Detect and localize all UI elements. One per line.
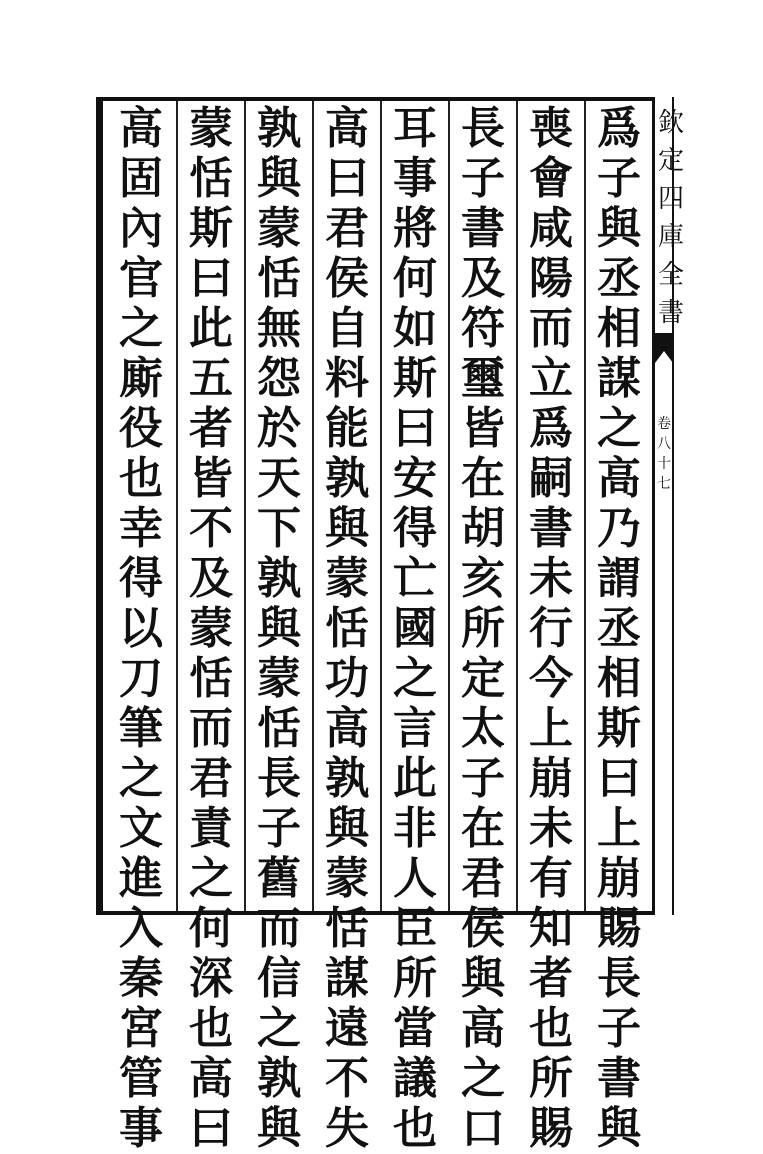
glyph: 曰 <box>325 153 369 204</box>
glyph: 君 <box>461 853 505 904</box>
column-rule <box>584 101 586 911</box>
glyph: 當 <box>393 1003 437 1054</box>
glyph: 官 <box>119 253 163 304</box>
glyph: 秦 <box>119 953 163 1004</box>
glyph: 與 <box>325 803 369 854</box>
glyph: 爲 <box>529 403 573 454</box>
glyph: 入 <box>119 903 163 954</box>
glyph: 得 <box>119 553 163 604</box>
glyph: 上 <box>529 703 573 754</box>
glyph: 蒙 <box>189 103 233 154</box>
glyph: 以 <box>119 603 163 654</box>
glyph: 遠 <box>325 1003 369 1054</box>
glyph: 長 <box>597 953 641 1004</box>
glyph: 文 <box>119 803 163 854</box>
glyph: 此 <box>189 303 233 354</box>
glyph: 不 <box>325 1053 369 1104</box>
margin-glyph: 全 <box>657 260 684 290</box>
glyph: 會 <box>529 153 573 204</box>
glyph: 將 <box>393 203 437 254</box>
glyph: 高 <box>325 103 369 154</box>
glyph: 與 <box>461 953 505 1004</box>
glyph: 蒙 <box>325 553 369 604</box>
glyph: 事 <box>393 153 437 204</box>
glyph: 舊 <box>257 853 301 904</box>
glyph: 口 <box>461 1103 505 1154</box>
glyph: 今 <box>529 653 573 704</box>
glyph: 功 <box>325 653 369 704</box>
glyph: 謀 <box>597 353 641 404</box>
glyph: 書 <box>461 203 505 254</box>
column-rule <box>380 101 382 911</box>
glyph: 及 <box>461 253 505 304</box>
text-column-2 <box>520 103 582 1154</box>
glyph: 曰 <box>393 403 437 454</box>
column-rule <box>312 101 314 911</box>
glyph: 高 <box>325 703 369 754</box>
glyph: 丞 <box>597 253 641 304</box>
margin-glyph: 欽 <box>657 108 684 138</box>
glyph: 恬 <box>189 653 233 704</box>
glyph: 於 <box>257 403 301 454</box>
glyph: 與 <box>257 1103 301 1154</box>
margin-glyph: 四 <box>657 184 684 214</box>
glyph: 孰 <box>257 103 301 154</box>
glyph: 賜 <box>529 1103 573 1154</box>
column-rule <box>516 101 518 911</box>
glyph: 如 <box>393 303 437 354</box>
glyph: 蒙 <box>257 203 301 254</box>
glyph: 所 <box>393 953 437 1004</box>
glyph: 安 <box>393 453 437 504</box>
glyph: 斯 <box>189 203 233 254</box>
glyph: 曰 <box>597 753 641 804</box>
glyph: 之 <box>597 403 641 454</box>
glyph: 子 <box>461 153 505 204</box>
text-column-7 <box>180 103 242 1154</box>
glyph: 而 <box>257 903 301 954</box>
glyph: 也 <box>393 1103 437 1154</box>
glyph: 固 <box>119 153 163 204</box>
glyph: 恬 <box>257 253 301 304</box>
glyph: 幸 <box>119 503 163 554</box>
glyph: 斯 <box>597 703 641 754</box>
glyph: 之 <box>461 1053 505 1104</box>
glyph: 事 <box>119 1103 163 1154</box>
glyph: 斯 <box>393 353 437 404</box>
glyph: 長 <box>257 753 301 804</box>
glyph: 與 <box>257 153 301 204</box>
glyph: 子 <box>597 153 641 204</box>
glyph: 曰 <box>189 253 233 304</box>
glyph: 責 <box>189 803 233 854</box>
glyph: 太 <box>461 703 505 754</box>
text-column-4 <box>384 103 446 1154</box>
glyph: 而 <box>529 303 573 354</box>
glyph: 失 <box>325 1103 369 1154</box>
glyph: 上 <box>597 803 641 854</box>
glyph: 爲 <box>597 103 641 154</box>
glyph: 刀 <box>119 653 163 704</box>
glyph: 孰 <box>325 453 369 504</box>
glyph: 在 <box>461 453 505 504</box>
glyph: 言 <box>393 703 437 754</box>
glyph: 高 <box>597 453 641 504</box>
glyph: 高 <box>119 103 163 154</box>
glyph: 皆 <box>461 403 505 454</box>
glyph: 也 <box>119 453 163 504</box>
glyph: 蒙 <box>257 653 301 704</box>
text-column-1 <box>588 103 650 1154</box>
glyph: 何 <box>393 253 437 304</box>
glyph: 與 <box>325 503 369 554</box>
glyph: 相 <box>597 303 641 354</box>
glyph: 行 <box>529 603 573 654</box>
glyph: 與 <box>597 1103 641 1154</box>
column-rule <box>176 101 178 911</box>
glyph: 得 <box>393 503 437 554</box>
glyph: 有 <box>529 853 573 904</box>
glyph: 君 <box>325 203 369 254</box>
glyph: 高 <box>461 1003 505 1054</box>
glyph: 長 <box>461 103 505 154</box>
text-column-3 <box>452 103 514 1154</box>
glyph: 何 <box>189 903 233 954</box>
glyph: 筆 <box>119 703 163 754</box>
glyph: 立 <box>529 353 573 404</box>
glyph: 相 <box>597 653 641 704</box>
glyph: 知 <box>529 903 573 954</box>
glyph: 崩 <box>597 853 641 904</box>
glyph: 人 <box>393 853 437 904</box>
margin-glyph: 十 <box>657 456 671 472</box>
glyph: 孰 <box>325 753 369 804</box>
glyph: 符 <box>461 303 505 354</box>
glyph: 恬 <box>257 703 301 754</box>
margin-glyph: 庫 <box>657 222 684 252</box>
margin-glyph: 定 <box>657 146 684 176</box>
glyph: 定 <box>461 653 505 704</box>
glyph: 恬 <box>189 153 233 204</box>
glyph: 怨 <box>257 353 301 404</box>
glyph: 謂 <box>597 553 641 604</box>
glyph: 所 <box>529 1053 573 1104</box>
glyph: 自 <box>325 303 369 354</box>
glyph: 無 <box>257 303 301 354</box>
glyph: 乃 <box>597 503 641 554</box>
glyph: 書 <box>529 503 573 554</box>
glyph: 天 <box>257 453 301 504</box>
margin-glyph: 八 <box>657 436 671 452</box>
glyph: 議 <box>393 1053 437 1104</box>
glyph: 也 <box>529 1003 573 1054</box>
inner-border-rule <box>100 101 103 911</box>
glyph: 書 <box>597 1053 641 1104</box>
fish-tail-icon <box>655 333 673 363</box>
glyph: 亡 <box>393 553 437 604</box>
glyph: 國 <box>393 603 437 654</box>
glyph: 蒙 <box>189 603 233 654</box>
glyph: 皆 <box>189 453 233 504</box>
glyph: 之 <box>119 303 163 354</box>
glyph: 不 <box>189 503 233 554</box>
glyph: 高 <box>189 1053 233 1104</box>
glyph: 亥 <box>461 553 505 604</box>
margin-title <box>654 104 688 332</box>
glyph: 深 <box>189 953 233 1004</box>
margin-glyph: 書 <box>657 298 684 328</box>
glyph: 與 <box>257 603 301 654</box>
glyph: 廝 <box>119 353 163 404</box>
glyph: 謀 <box>325 953 369 1004</box>
glyph: 內 <box>119 203 163 254</box>
glyph: 未 <box>529 553 573 604</box>
glyph: 管 <box>119 1053 163 1104</box>
glyph: 恬 <box>325 903 369 954</box>
column-rule <box>448 101 450 911</box>
glyph: 喪 <box>529 103 573 154</box>
glyph: 侯 <box>325 253 369 304</box>
text-column-5 <box>316 103 378 1154</box>
text-column-6 <box>248 103 310 1154</box>
glyph: 孰 <box>257 553 301 604</box>
glyph: 侯 <box>461 903 505 954</box>
glyph: 蒙 <box>325 853 369 904</box>
glyph: 之 <box>119 753 163 804</box>
glyph: 宮 <box>119 1003 163 1054</box>
glyph: 役 <box>119 403 163 454</box>
margin-glyph: 七 <box>657 476 671 492</box>
glyph: 之 <box>189 853 233 904</box>
glyph: 咸 <box>529 203 573 254</box>
glyph: 子 <box>461 753 505 804</box>
glyph: 也 <box>189 1003 233 1054</box>
volume-label <box>656 414 672 494</box>
glyph: 臣 <box>393 903 437 954</box>
glyph: 未 <box>529 803 573 854</box>
glyph: 崩 <box>529 753 573 804</box>
text-column-8 <box>110 103 172 1154</box>
glyph: 與 <box>597 203 641 254</box>
glyph: 下 <box>257 503 301 554</box>
glyph: 之 <box>257 1003 301 1054</box>
glyph: 所 <box>461 603 505 654</box>
glyph: 璽 <box>461 353 505 404</box>
glyph: 陽 <box>529 253 573 304</box>
glyph: 恬 <box>325 603 369 654</box>
glyph: 孰 <box>257 1053 301 1104</box>
glyph: 能 <box>325 403 369 454</box>
glyph: 胡 <box>461 503 505 554</box>
margin-glyph: 卷 <box>657 416 671 432</box>
glyph: 信 <box>257 953 301 1004</box>
glyph: 者 <box>529 953 573 1004</box>
glyph: 而 <box>189 703 233 754</box>
glyph: 及 <box>189 553 233 604</box>
glyph: 賜 <box>597 903 641 954</box>
glyph: 在 <box>461 803 505 854</box>
glyph: 子 <box>257 803 301 854</box>
glyph: 料 <box>325 353 369 404</box>
glyph: 非 <box>393 803 437 854</box>
glyph: 之 <box>393 653 437 704</box>
glyph: 君 <box>189 753 233 804</box>
glyph: 嗣 <box>529 453 573 504</box>
glyph: 者 <box>189 403 233 454</box>
glyph: 丞 <box>597 603 641 654</box>
glyph: 進 <box>119 853 163 904</box>
glyph: 曰 <box>189 1103 233 1154</box>
glyph: 子 <box>597 1003 641 1054</box>
glyph: 此 <box>393 753 437 804</box>
glyph: 耳 <box>393 103 437 154</box>
glyph: 五 <box>189 353 233 404</box>
column-rule <box>244 101 246 911</box>
